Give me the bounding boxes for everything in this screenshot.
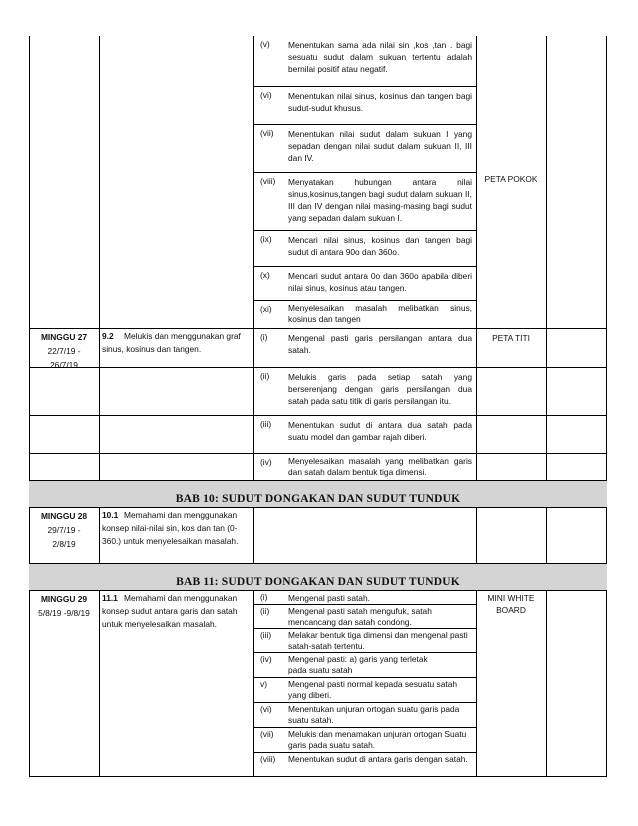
item-text: Menentukan nilai sinus, kosinus dan tangen bagi sudut-sudut khusus. [288, 91, 472, 113]
item-number: (i) [260, 332, 268, 342]
list-item [253, 652, 476, 678]
list-item [253, 591, 476, 604]
item-text: Mencari sudut antara 0o dan 360o apabila diberi nilai sinus, kosinus atau tangen. [288, 271, 472, 293]
week-label: MINGGU 27 [40, 332, 88, 342]
standard-text: Memahami dan menggunakan konsep nilai-nilai sin, kos dan tan (0- 360.) untuk menyelesaikan masalah. [102, 510, 239, 546]
learning-standard [102, 592, 250, 631]
item-number: (v) [260, 39, 270, 49]
list-item [253, 415, 476, 454]
chapter-header [29, 563, 607, 591]
list-item [253, 172, 476, 231]
item-text: Menentukan unjuran ortogan suatu garis pada suatu satah. [288, 704, 460, 725]
week-dates: 5/8/19 -9/8/19 [38, 608, 90, 618]
item-text: Melukis dan menamakan unjuran ortogan Suatu garis pada suatu satah. [288, 729, 467, 750]
item-number: (ii) [260, 371, 270, 381]
chapter-title: BAB 11: SUDUT DONGAKAN DAN SUDUT TUNDUK [176, 576, 460, 588]
item-text: Menentukan sama ada nilai sin ,kos ,tan . bagi sesuatu sudut dalam sukuan tertentu adalah bernilai positif atau negatif. [288, 40, 472, 74]
item-number: (ii) [260, 606, 270, 616]
learning-standard [102, 330, 250, 356]
learning-standard [102, 509, 250, 548]
lesson-plan-table [29, 36, 607, 777]
standard-text: Melukis dan menggunakan graf sinus, kosinus dan tangen. [102, 331, 241, 354]
standard-number: 9.2 [102, 331, 114, 341]
item-number: (x) [260, 270, 270, 280]
item-text: Menyelesaikan masalah yang melibatkan garis dan satah dalam bentuk tiga dimensi. [288, 456, 472, 477]
item-text: Menentukan sudut di antara garis dengan satah. [288, 754, 468, 764]
item-number: (iv) [260, 654, 272, 664]
resource-label: MINI WHITE BOARD [487, 593, 535, 615]
item-text: Mengenal pasti satah mengufuk, satah mencancang dan satah condong. [288, 606, 432, 627]
list-item [253, 453, 476, 482]
list-item [253, 677, 476, 703]
week-row [29, 591, 607, 777]
item-text: Menentukan sudut di antara dua satah pada suatu model dan gambar rajah diberi. [288, 420, 472, 442]
week-row [29, 508, 607, 563]
item-text: Menyelesaikan masalah melibatkan sinus, kosinus dan tangen [288, 303, 472, 324]
item-number: (iii) [260, 419, 272, 429]
week-cell [29, 509, 99, 551]
list-item [253, 230, 476, 267]
standard-number: 10.1 [102, 510, 119, 520]
item-text: Melukis garis pada setiap satah yang berserenjang dengan garis persilangan dua satah pada satu titik di garis persilangan itu. [288, 372, 472, 406]
item-text: Mengenal pasti: a) garis yang terletak pada suatu satah [288, 654, 428, 675]
item-text: Mengenal pasti garis persilangan antara dua satah. [288, 333, 472, 355]
block-trig-values [29, 36, 607, 328]
item-text: Melakar bentuk tiga dimensi dan mengenal pasti satah-satah tertentu. [288, 630, 468, 651]
chapter-header [29, 480, 607, 508]
resource-label: PETA POKOK [484, 174, 538, 184]
item-number: (vi) [260, 90, 272, 100]
week-dates: 29/7/19 - 2/8/19 [47, 525, 81, 549]
item-number: (vii) [260, 729, 274, 739]
item-text: Menentukan nilai sudut dalam sukuan I yang sepadan dengan nilai sudut dalam sukuan II, III dan IV. [288, 129, 472, 163]
list-item [253, 752, 476, 778]
week-label: MINGGU 29 [40, 594, 88, 604]
list-item [253, 266, 476, 301]
item-number: (iv) [260, 457, 272, 467]
list-item [253, 36, 476, 86]
item-number: (viii) [260, 176, 276, 186]
item-number: (iii) [260, 630, 272, 640]
week-cell [29, 592, 99, 620]
item-number: (vii) [260, 128, 274, 138]
list-item [253, 604, 476, 629]
item-number: (xi) [260, 304, 272, 314]
list-item [253, 300, 476, 329]
item-number: (vi) [260, 704, 272, 714]
item-text: Mengenal pasti satah. [288, 593, 370, 603]
list-item [253, 124, 476, 173]
chapter-title: BAB 10: SUDUT DONGAKAN DAN SUDUT TUNDUK [175, 493, 461, 505]
item-number: (viii) [260, 754, 276, 764]
list-item [253, 86, 476, 125]
item-number: v) [260, 679, 267, 689]
week-row [29, 328, 607, 480]
item-number: (ix) [260, 234, 272, 244]
list-item [253, 727, 476, 753]
week-dates: 22/7/19 - 26/7/19 [47, 346, 81, 370]
item-text: Mencari nilai sinus, kosinus dan tangen bagi sudut di antara 90o dan 360o. [288, 235, 472, 257]
week-cell [29, 330, 99, 372]
standard-text: Memahami dan menggunakan konsep sudut antara garis dan satah untuk menyelesaikan masalah. [102, 593, 238, 629]
list-item [253, 367, 476, 416]
resource-label: PETA TITI [492, 333, 530, 343]
standard-number: 11.1 [102, 593, 118, 603]
week-label: MINGGU 28 [40, 511, 88, 521]
item-text: Mengenal pasti normal kepada sesuatu satah yang diberi. [288, 679, 458, 700]
item-number: (i) [260, 592, 268, 602]
item-text: Menyatakan hubungan antara nilai sinus,kosinus,tangen bagi sudut dalam sukuan II, III dan IV dengan nilai masing-masing bagi sudut yang sepadan dalam sukuan I. [288, 177, 472, 223]
list-item [253, 329, 476, 367]
list-item [253, 628, 476, 653]
list-item [253, 702, 476, 728]
